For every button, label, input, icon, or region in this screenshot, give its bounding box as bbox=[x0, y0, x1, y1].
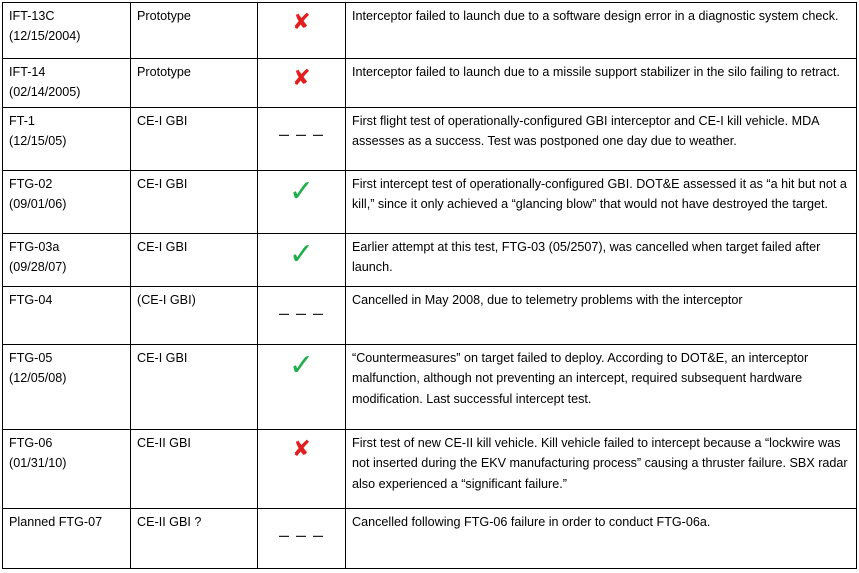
test-name: IFT-13C bbox=[9, 9, 55, 23]
vehicle-cell: CE-I GBI bbox=[131, 108, 258, 171]
dashes-icon: – – – bbox=[278, 303, 325, 323]
result-cell bbox=[258, 345, 346, 430]
description-cell: First flight test of operationally-configured GBI interceptor and CE-I kill vehicle. MDA assesses as a success. Test was postponed one day due to weather. bbox=[346, 108, 857, 171]
dashes-icon: – – – bbox=[278, 124, 325, 144]
result-cell bbox=[258, 234, 346, 287]
vehicle-cell: (CE-I GBI) bbox=[131, 287, 258, 345]
test-cell bbox=[3, 430, 131, 509]
test-cell bbox=[3, 287, 131, 345]
vehicle-cell: CE-I GBI bbox=[131, 234, 258, 287]
test-name: IFT-14 bbox=[9, 65, 46, 79]
test-date: (09/28/07) bbox=[9, 260, 67, 275]
red-x-icon: ✘ bbox=[292, 65, 311, 90]
test-name: FTG-03a bbox=[9, 240, 60, 254]
test-cell bbox=[3, 509, 131, 569]
test-cell bbox=[3, 171, 131, 234]
test-cell bbox=[3, 234, 131, 287]
description-cell: “Countermeasures” on target failed to deploy. According to DOT&E, an interceptor malfunction, although not preventing an intercept, required subsequent hardware modification. Last successful intercept test. bbox=[346, 345, 857, 430]
test-cell bbox=[3, 3, 131, 59]
vehicle-cell: CE-I GBI bbox=[131, 345, 258, 430]
description-cell: Cancelled in May 2008, due to telemetry problems with the interceptor bbox=[346, 287, 857, 345]
vehicle-cell: Prototype bbox=[131, 59, 258, 108]
description-cell: First intercept test of operationally-configured GBI. DOT&E assessed it as “a hit but not a kill,” since it only achieved a “glancing blow” that would not have destroyed the target. bbox=[346, 171, 857, 234]
vehicle-cell: Prototype bbox=[131, 3, 258, 59]
vehicle-cell: CE-II GBI ? bbox=[131, 509, 258, 569]
table-row bbox=[3, 509, 857, 569]
table-row bbox=[3, 345, 857, 430]
test-name: FTG-04 bbox=[9, 293, 53, 307]
test-name: Planned FTG-07 bbox=[9, 515, 103, 529]
test-date: (12/15/2004) bbox=[9, 29, 81, 44]
red-x-icon: ✘ bbox=[292, 9, 311, 34]
description-cell: Earlier attempt at this test, FTG-03 (05/2507), was cancelled when target failed after launch. bbox=[346, 234, 857, 287]
table-row bbox=[3, 430, 857, 509]
description-cell: Interceptor failed to launch due to a software design error in a diagnostic system check. bbox=[346, 3, 857, 59]
test-name: FT-1 bbox=[9, 114, 35, 128]
table-row bbox=[3, 287, 857, 345]
table-row bbox=[3, 59, 857, 108]
table-row bbox=[3, 108, 857, 171]
result-cell bbox=[258, 59, 346, 108]
table-row bbox=[3, 234, 857, 287]
test-name: FTG-05 bbox=[9, 351, 53, 365]
test-cell bbox=[3, 345, 131, 430]
flight-test-table-body bbox=[3, 3, 857, 569]
result-cell bbox=[258, 509, 346, 569]
test-date: (12/15/05) bbox=[9, 134, 67, 149]
test-date: (12/05/08) bbox=[9, 371, 67, 386]
test-date: (01/31/10) bbox=[9, 456, 67, 471]
description-cell: Cancelled following FTG-06 failure in order to conduct FTG-06a. bbox=[346, 509, 857, 569]
description-cell: First test of new CE-II kill vehicle. Kill vehicle failed to intercept because a “lockwire was not inserted during the EKV manufacturing process” causing a thruster failure. SBX radar also experienced a “significant failure.” bbox=[346, 430, 857, 509]
red-x-icon: ✘ bbox=[292, 436, 311, 461]
test-cell bbox=[3, 108, 131, 171]
test-name: FTG-02 bbox=[9, 177, 53, 191]
result-cell bbox=[258, 287, 346, 345]
table-row bbox=[3, 3, 857, 59]
test-name: FTG-06 bbox=[9, 436, 53, 450]
test-date: (02/14/2005) bbox=[9, 85, 81, 100]
green-check-icon: ✓ bbox=[288, 238, 315, 271]
result-cell bbox=[258, 171, 346, 234]
result-cell bbox=[258, 430, 346, 509]
test-date: (09/01/06) bbox=[9, 197, 67, 212]
test-cell bbox=[3, 59, 131, 108]
flight-test-table bbox=[2, 2, 857, 569]
green-check-icon: ✓ bbox=[288, 175, 315, 208]
vehicle-cell: CE-II GBI bbox=[131, 430, 258, 509]
result-cell bbox=[258, 3, 346, 59]
green-check-icon: ✓ bbox=[288, 349, 315, 382]
dashes-icon: – – – bbox=[278, 525, 325, 545]
vehicle-cell: CE-I GBI bbox=[131, 171, 258, 234]
description-cell: Interceptor failed to launch due to a missile support stabilizer in the silo failing to retract. bbox=[346, 59, 857, 108]
table-row bbox=[3, 171, 857, 234]
result-cell bbox=[258, 108, 346, 171]
